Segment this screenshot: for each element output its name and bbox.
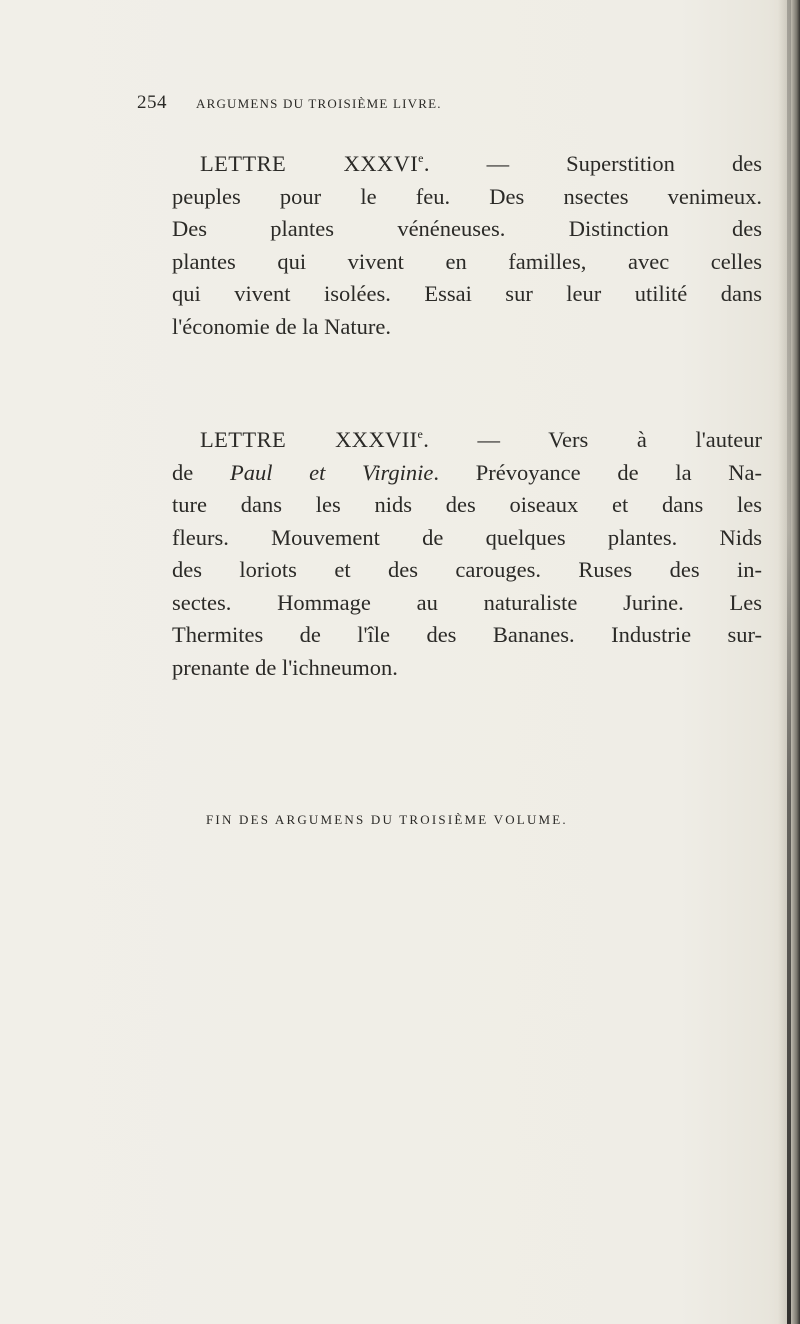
entry-line: Thermites de l'île des Bananes. Industrie sur-: [172, 622, 762, 647]
entry-line: LETTRE XXXVIe. — Superstition des: [200, 151, 762, 176]
letter-heading: LETTRE XXXVIe: [200, 151, 424, 176]
running-title: ARGUMENS DU TROISIÈME LIVRE.: [196, 96, 442, 111]
book-title: Paul et Virginie: [229, 459, 434, 485]
entry-line: peuples pour le feu. Des nsectes venimeux.: [172, 183, 762, 209]
entry-line: fleurs. Mouvement de quelques plantes. Nids: [172, 524, 762, 550]
entry-line: prenante de l'ichneumon.: [172, 654, 398, 680]
page-number: 254: [137, 92, 167, 113]
entry-line: l'économie de la Nature.: [172, 313, 391, 339]
running-head: [137, 92, 697, 114]
entry-line: des loriots et des carouges. Ruses des in-: [172, 557, 762, 582]
entry-line: ture dans les nids des oiseaux et dans les: [172, 492, 762, 517]
letter-summary-36: [172, 142, 762, 343]
end-note: FIN DES ARGUMENS DU TROISIÈME VOLUME.: [206, 812, 568, 827]
entry-line: Des plantes vénéneuses. Distinction des: [172, 216, 762, 241]
page-edge-line: [787, 0, 791, 1324]
entry-line: de Paul et Virginie. Prévoyance de la Na-: [172, 459, 762, 485]
entry-line: sectes. Hommage au naturaliste Jurine. Les: [172, 589, 762, 615]
entry-line: LETTRE XXXVIIe. — Vers à l'auteur: [200, 427, 762, 452]
entry-line: plantes qui vivent en familles, avec celles: [172, 248, 762, 274]
entry-line: qui vivent isolées. Essai sur leur utilité dans: [172, 281, 762, 306]
letter-summary-37: [172, 418, 762, 684]
letter-heading: LETTRE XXXVIIe: [200, 427, 424, 452]
